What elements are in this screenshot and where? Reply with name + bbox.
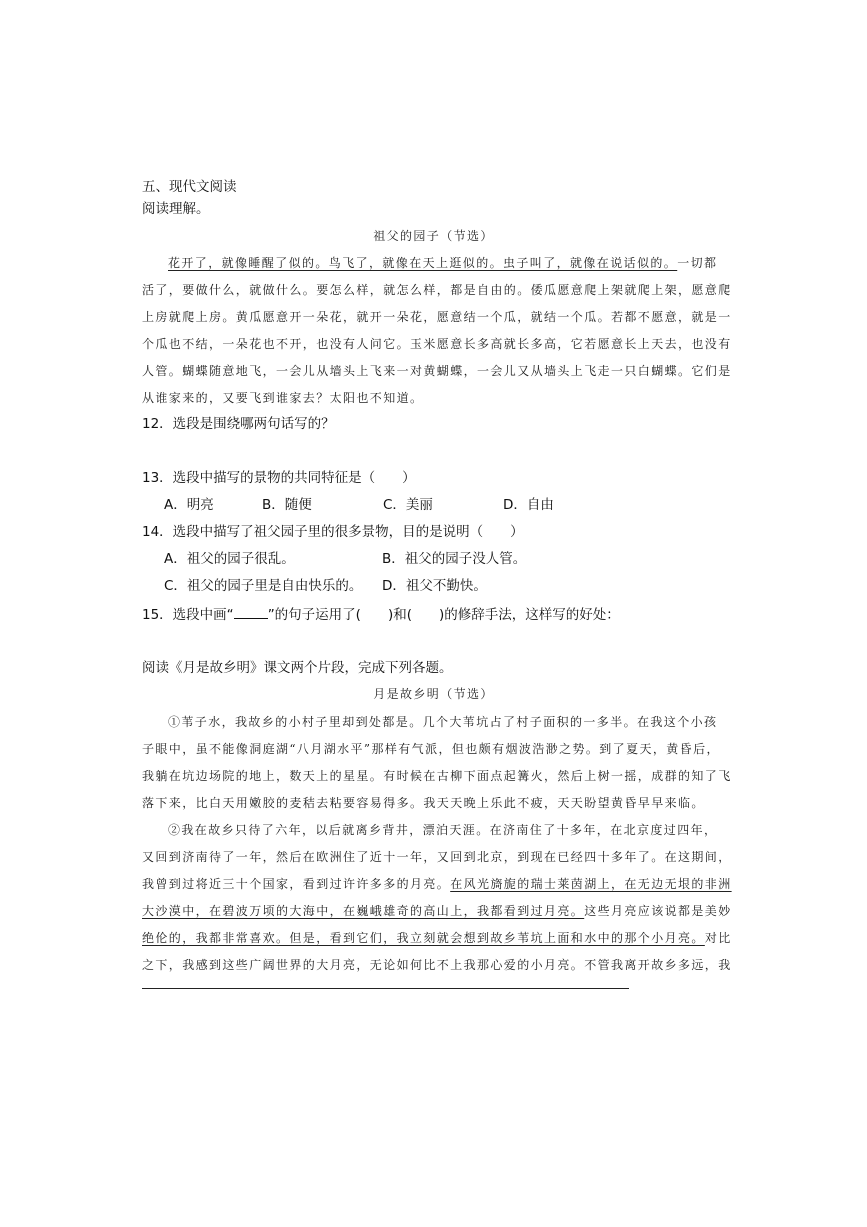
passage-line: 又回到济南待了一年，然后在欧洲住了近十一年，又回到北京，到现在已经四十多年了。在这期间， <box>142 850 732 864</box>
passage-line: 之下，我感到这些广阔世界的大月亮，无论如何比不上我那心爱的小月亮。不管我离开故乡多远，我 <box>142 958 732 972</box>
underline-sample <box>234 608 268 619</box>
option-13-c[interactable]: C．美丽 <box>383 497 433 513</box>
passage-line: 花开了，就像睡醒了似的。鸟飞了，就像在天上逛似的。虫子叫了，就像在说话似的。一切都 <box>168 256 718 270</box>
question-12: 12．选段是围绕哪两句话写的？ <box>142 416 335 432</box>
passage-line: 绝伦的，我都非常喜欢。但是，看到它们，我立刻就会想到故乡苇坑上面和水中的那个小月亮。对比 <box>142 931 732 945</box>
passage-line: 上房就爬上房。黄瓜愿意开一朵花，就开一朵花，愿意结一个瓜，就结一个瓜。若都不愿意，就是一 <box>142 310 732 324</box>
option-13-b[interactable]: B．随便 <box>262 497 312 513</box>
passage-line: ②我在故乡只待了六年，以后就离乡背井，漂泊天涯。在济南住了十多年，在北京度过四年， <box>168 823 718 837</box>
passage-line: 子眼中，虽不能像洞庭湖“八月湖水平”那样有气派，但也颇有烟波浩渺之势。到了夏天，黄昏后， <box>142 742 720 756</box>
passage-line: 人管。蝴蝶随意地飞，一会儿从墙头上飞来一对黄蝴蝶，一会儿又从墙头上飞走一只白蝴蝶。它们是 <box>142 364 732 378</box>
question-14: 14．选段中描写了祖父园子里的很多景物，目的是说明（ ） <box>142 524 524 540</box>
passage-line: 落下来，比白天用嫩胶的麦秸去粘要容易得多。我天天晚上乐此不疲，天天盼望黄昏早早来临。 <box>142 796 705 810</box>
question-13: 13．选段中描写的景物的共同特征是（ ） <box>142 470 416 486</box>
section-instruction: 阅读理解。 <box>142 201 210 217</box>
option-14-a[interactable]: A．祖父的园子很乱。 <box>164 551 295 567</box>
section-heading: 五、现代文阅读 <box>142 179 237 195</box>
underlined-sentence: 大沙漠中，在碧波万顷的大海中，在巍峨雄奇的高山上，我都看到过月亮。 <box>142 904 585 918</box>
underlined-sentence: 绝伦的，我都非常喜欢。但是，看到它们，我立刻就会想到故乡苇坑上面和水中的那个小月亮。 <box>142 931 705 945</box>
passage-line: 我曾到过将近三十个国家，看到过许许多多的月亮。在风光旖旎的瑞士莱茵湖上，在无边无垠的非洲 <box>142 877 732 891</box>
reading-instruction: 阅读《月是故乡明》课文两个片段，完成下列各题。 <box>142 660 453 676</box>
passage-title: 月是故乡明（节选） <box>373 687 494 701</box>
passage-line: 我躺在坑边场院的地上，数天上的星星。有时候在古柳下面点起篝火，然后上树一摇，成群的知了飞 <box>142 769 732 783</box>
passage-line: 活了，要做什么，就做什么。要怎么样，就怎么样，都是自由的。倭瓜愿意爬上架就爬上架，愿意爬 <box>142 283 732 297</box>
option-13-d[interactable]: D．自由 <box>503 497 554 513</box>
passage-line: ①苇子水，我故乡的小村子里却到处都是。几个大苇坑占了村子面积的一多半。在我这个小孩 <box>168 715 718 729</box>
option-13-a[interactable]: A．明亮 <box>164 497 214 513</box>
underlined-sentence: 花开了，就像睡醒了似的。鸟飞了，就像在天上逛似的。虫子叫了，就像在说话似的。 <box>168 256 678 270</box>
option-14-c[interactable]: C．祖父的园子里是自由快乐的。 <box>164 578 363 594</box>
passage-line: 从谁家来的，又要飞到谁家去？太阳也不知道。 <box>142 391 424 405</box>
option-14-b[interactable]: B．祖父的园子没人管。 <box>382 551 527 567</box>
option-14-d[interactable]: D．祖父不勤快。 <box>382 578 487 594</box>
passage-line: 大沙漠中，在碧波万顷的大海中，在巍峨雄奇的高山上，我都看到过月亮。这些月亮应该说都是美妙 <box>142 904 732 918</box>
bottom-rule <box>142 988 629 989</box>
passage-line: 个瓜也不结，一朵花也不开，也没有人问它。玉米愿意长多高就长多高，它若愿意长上天去，也没有 <box>142 337 732 351</box>
passage-title: 祖父的园子（节选） <box>373 229 494 243</box>
question-15: 15．选段中画“ ”的句子运用了( )和( )的修辞手法，这样写的好处： <box>142 607 620 623</box>
underlined-sentence: 在风光旖旎的瑞士莱茵湖上，在无边无垠的非洲 <box>450 877 732 891</box>
